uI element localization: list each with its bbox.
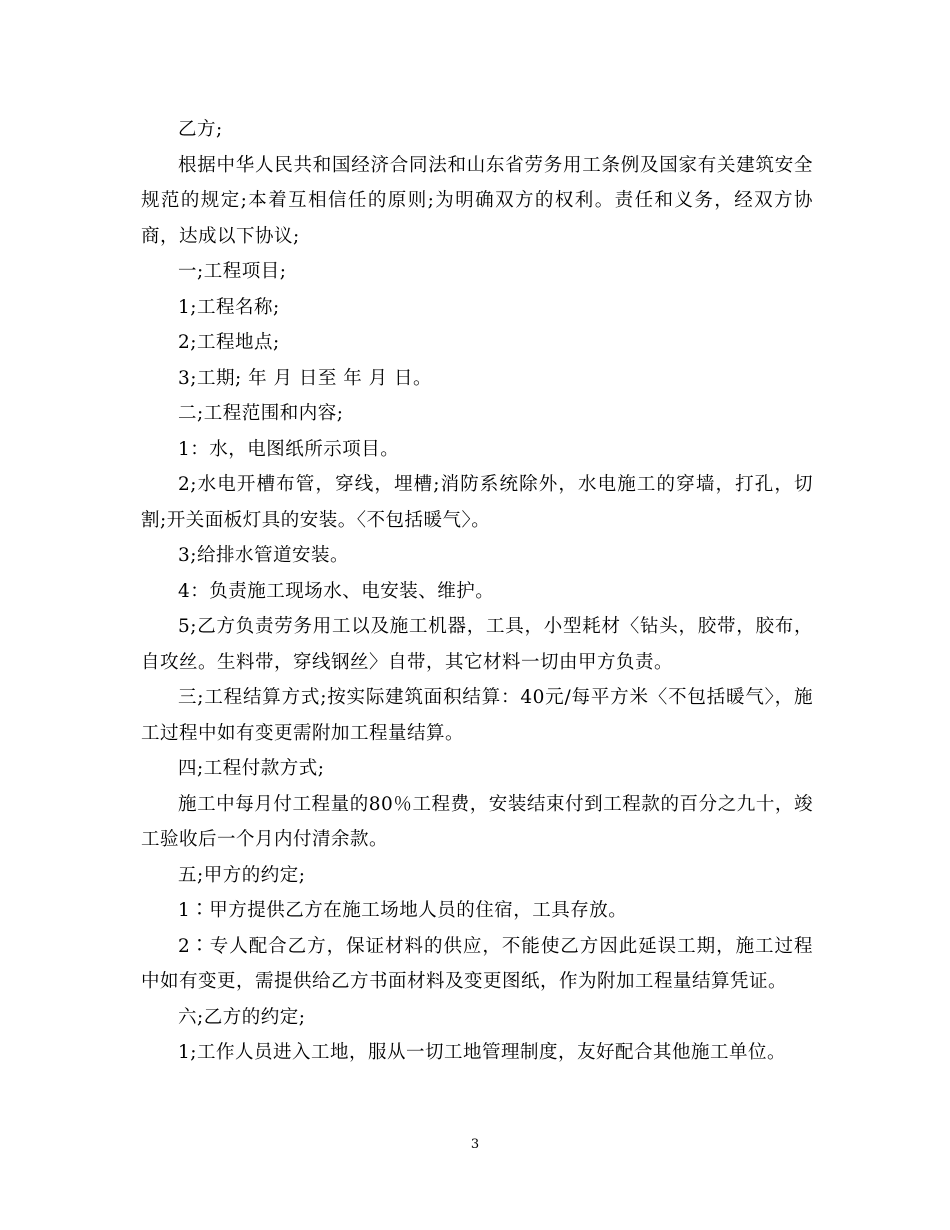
heading-section-6: 六;乙方的约定; <box>178 1006 306 1028</box>
paragraph-scope-item-1: 1：水，电图纸所示项目。 <box>178 438 400 460</box>
paragraph-scope-item-5: 5;乙方负责劳务用工以及施工机器，工具，小型耗材〈钻头，胶带，胶布，自攻丝。生料带，穿线钢丝〉自带，其它材料一切由甲方负责。 <box>141 616 813 673</box>
paragraph-project-duration: 3;工期; 年 月 日至 年 月 日。 <box>178 367 433 389</box>
paragraph-party-b: 乙方; <box>178 119 223 140</box>
paragraph-preamble: 根据中华人民共和国经济合同法和山东省劳务用工条例及国家有关建筑安全规范的规定;本着互相信任的原则;为明确双方的权利。责任和义务，经双方协商，达成以下协议; <box>141 154 813 247</box>
page-number: 3 <box>470 1137 480 1152</box>
paragraph-scope-item-4: 4：负责施工现场水、电安装、维护。 <box>178 580 495 602</box>
paragraph-party-a-item-2: 2∶专人配合乙方，保证材料的供应，不能使乙方因此延误工期，施工过程中如有变更，需提供给乙方书面材料及变更图纸，作为附加工程量结算凭证。 <box>141 935 813 992</box>
paragraph-project-location: 2;工程地点; <box>178 332 280 353</box>
paragraph-party-a-item-1: 1∶甲方提供乙方在施工场地人员的住宿，工具存放。 <box>178 900 628 921</box>
document-body <box>141 112 813 1071</box>
heading-section-2: 二;工程范围和内容; <box>178 403 344 424</box>
heading-section-1: 一;工程项目; <box>178 261 287 282</box>
paragraph-scope-item-2: 2;水电开槽布管，穿线，埋槽;消防系统除外，水电施工的穿墙，打孔，切割;开关面板灯具的安装。〈不包括暖气〉。 <box>141 474 813 531</box>
paragraph-party-b-item-1: 1;工作人员进入工地，服从一切工地管理制度，友好配合其他施工单位。 <box>178 1042 787 1063</box>
paragraph-project-name: 1;工程名称; <box>178 296 280 318</box>
paragraph-settlement-method: 三;工程结算方式;按实际建筑面积结算：40元/每平方米〈不包括暖气〉，施工过程中如有变更需附加工程量结算。 <box>141 687 813 744</box>
paragraph-scope-item-3: 3;给排水管道安装。 <box>178 545 350 566</box>
paragraph-payment-terms: 施工中每月付工程量的80％工程费，安装结束付到工程款的百分之九十，竣工验收后一个月内付清余款。 <box>141 793 813 850</box>
heading-section-5: 五;甲方的约定; <box>178 864 306 886</box>
heading-section-4: 四;工程付款方式; <box>178 758 325 779</box>
